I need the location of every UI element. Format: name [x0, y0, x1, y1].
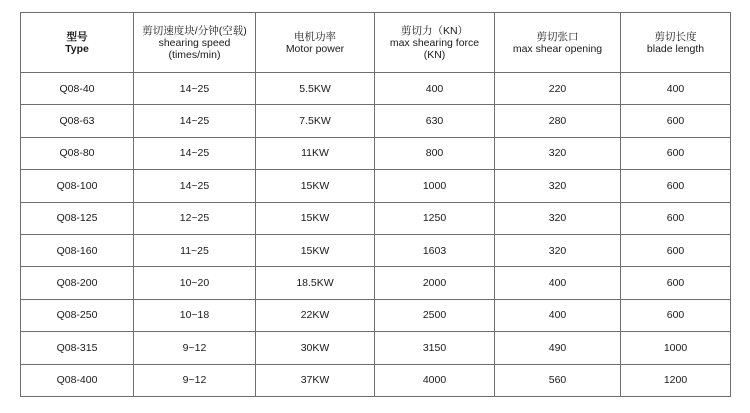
cell-blade-length: 1000 — [621, 332, 731, 364]
cell-shearing-speed: 14~25 — [134, 137, 256, 169]
cell-motor-power: 11KW — [256, 137, 375, 169]
cell-shearing-force: 2500 — [375, 299, 495, 331]
cell-shearing-speed: 10~18 — [134, 299, 256, 331]
header-power-cn: 电机功率 — [294, 30, 336, 43]
cell-shearing-speed: 11~25 — [134, 234, 256, 266]
cell-shearing-speed: 10~20 — [134, 267, 256, 299]
header-speed-unit: (times/min) — [168, 48, 221, 61]
table-body — [21, 73, 731, 397]
cell-shear-opening: 400 — [495, 299, 621, 331]
cell-shear-opening: 560 — [495, 364, 621, 396]
cell-motor-power: 15KW — [256, 170, 375, 202]
cell-shearing-force: 1603 — [375, 234, 495, 266]
cell-shear-opening: 320 — [495, 137, 621, 169]
header-power-en: Motor power — [285, 42, 345, 55]
cell-shearing-speed: 9~12 — [134, 332, 256, 364]
cell-shearing-speed: 14~25 — [134, 170, 256, 202]
header-speed-cn: 剪切速度块/分钟(空载) — [142, 24, 247, 37]
cell-blade-length: 400 — [621, 73, 731, 105]
header-opening-en: max shear opening — [512, 42, 603, 55]
table-row — [21, 170, 731, 202]
table-row — [21, 105, 731, 137]
cell-shear-opening: 400 — [495, 267, 621, 299]
cell-shearing-force: 1250 — [375, 202, 495, 234]
cell-blade-length: 600 — [621, 202, 731, 234]
cell-motor-power: 18.5KW — [256, 267, 375, 299]
cell-shearing-speed: 14~25 — [134, 73, 256, 105]
cell-shear-opening: 320 — [495, 234, 621, 266]
header-row — [21, 13, 731, 73]
cell-shear-opening: 320 — [495, 202, 621, 234]
cell-type: Q08-200 — [21, 267, 134, 299]
cell-type: Q08-400 — [21, 364, 134, 396]
header-force-unit: (KN) — [423, 48, 446, 61]
cell-motor-power: 37KW — [256, 364, 375, 396]
table-row — [21, 234, 731, 266]
cell-motor-power: 15KW — [256, 202, 375, 234]
cell-blade-length: 600 — [621, 170, 731, 202]
cell-shear-opening: 280 — [495, 105, 621, 137]
cell-type: Q08-160 — [21, 234, 134, 266]
cell-type: Q08-40 — [21, 73, 134, 105]
table-header — [21, 13, 731, 73]
cell-motor-power: 30KW — [256, 332, 375, 364]
cell-type: Q08-315 — [21, 332, 134, 364]
table-row — [21, 364, 731, 396]
table-row — [21, 267, 731, 299]
table-row — [21, 73, 731, 105]
cell-shearing-force: 2000 — [375, 267, 495, 299]
header-motor-power — [256, 13, 375, 73]
cell-type: Q08-125 — [21, 202, 134, 234]
header-shear-opening — [495, 13, 621, 73]
cell-shear-opening: 320 — [495, 170, 621, 202]
cell-blade-length: 600 — [621, 299, 731, 331]
cell-blade-length: 600 — [621, 267, 731, 299]
cell-motor-power: 22KW — [256, 299, 375, 331]
header-speed-en: shearing speed — [158, 36, 231, 49]
cell-shearing-speed: 12~25 — [134, 202, 256, 234]
cell-shear-opening: 220 — [495, 73, 621, 105]
header-blade-en: blade length — [646, 42, 705, 55]
cell-shearing-speed: 14~25 — [134, 105, 256, 137]
table-row — [21, 299, 731, 331]
cell-shearing-force: 800 — [375, 137, 495, 169]
cell-blade-length: 600 — [621, 137, 731, 169]
cell-type: Q08-250 — [21, 299, 134, 331]
header-blade-cn: 剪切长度 — [654, 30, 697, 43]
cell-shearing-force: 3150 — [375, 332, 495, 364]
cell-shear-opening: 490 — [495, 332, 621, 364]
cell-type: Q08-63 — [21, 105, 134, 137]
cell-blade-length: 600 — [621, 234, 731, 266]
header-shearing-speed — [134, 13, 256, 73]
cell-motor-power: 15KW — [256, 234, 375, 266]
header-type-en: Type — [65, 42, 89, 55]
cell-blade-length: 1200 — [621, 364, 731, 396]
header-blade-length — [621, 13, 731, 73]
cell-shearing-force: 400 — [375, 73, 495, 105]
table-row — [21, 202, 731, 234]
spec-table — [20, 12, 731, 397]
cell-shearing-force: 630 — [375, 105, 495, 137]
header-type — [21, 13, 134, 73]
cell-type: Q08-100 — [21, 170, 134, 202]
cell-shearing-speed: 9~12 — [134, 364, 256, 396]
cell-blade-length: 600 — [621, 105, 731, 137]
header-type-cn: 型号 — [66, 30, 88, 43]
header-force-cn: 剪切力（KN） — [400, 24, 469, 37]
cell-shearing-force: 1000 — [375, 170, 495, 202]
table-row — [21, 137, 731, 169]
cell-motor-power: 7.5KW — [256, 105, 375, 137]
header-opening-cn: 剪切张口 — [536, 30, 579, 43]
cell-motor-power: 5.5KW — [256, 73, 375, 105]
cell-type: Q08-80 — [21, 137, 134, 169]
header-shearing-force — [375, 13, 495, 73]
table-row — [21, 332, 731, 364]
header-force-en: max shearing force — [389, 36, 480, 49]
cell-shearing-force: 4000 — [375, 364, 495, 396]
